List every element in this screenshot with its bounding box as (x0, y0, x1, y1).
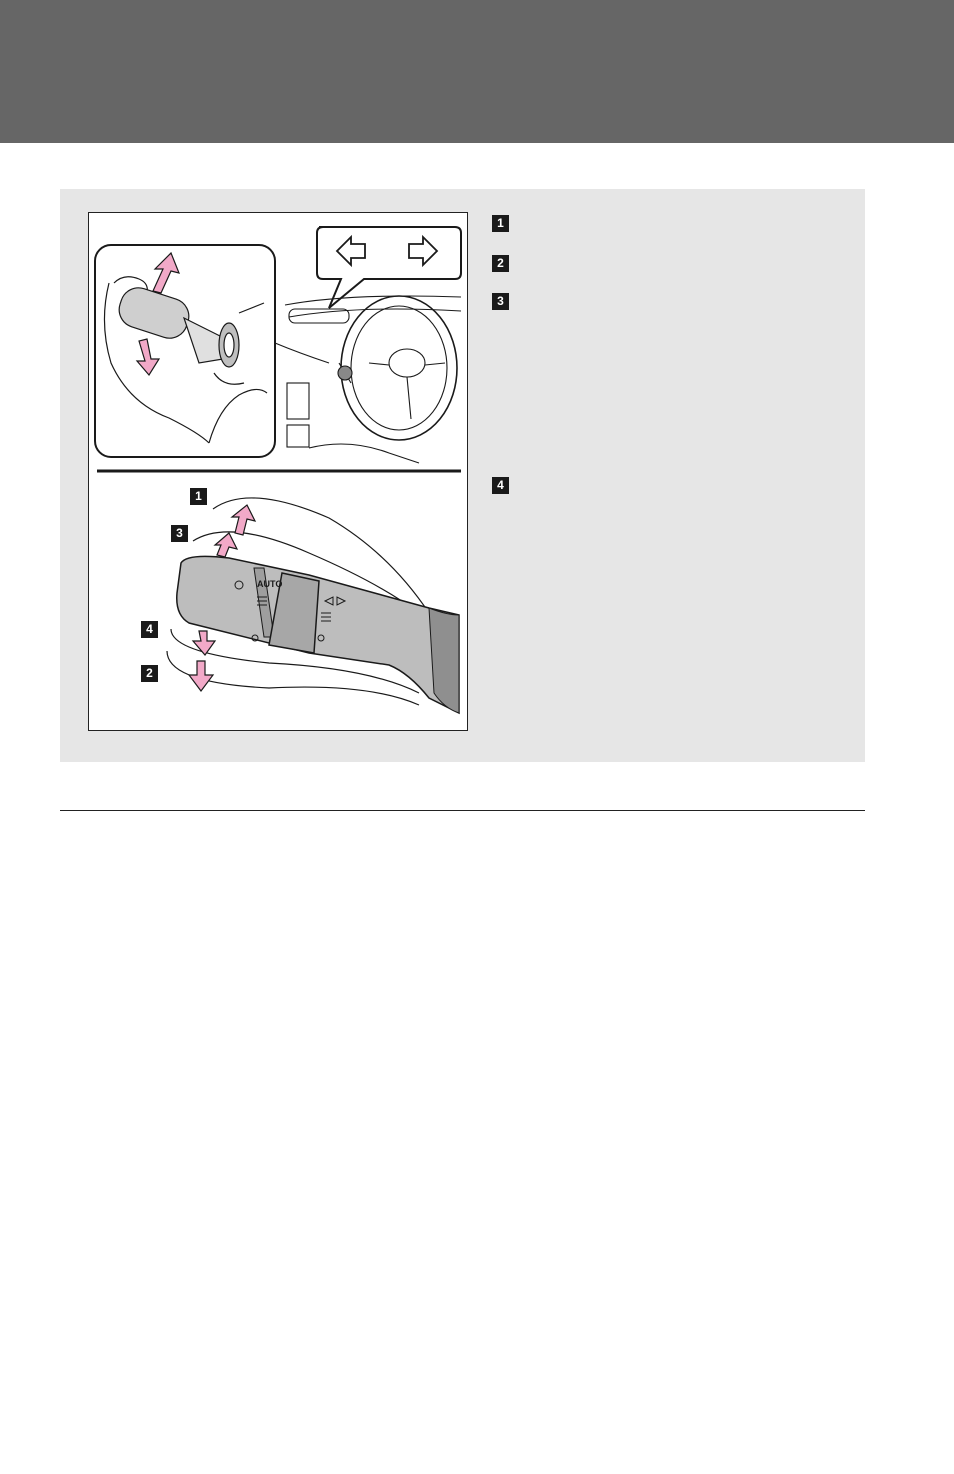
combination-switch-lever (177, 556, 459, 713)
callout-badge-3: 3 (171, 525, 188, 542)
signal-up-arrow (215, 533, 237, 557)
section-divider-rule (60, 810, 865, 811)
callout-badge-1: 1 (190, 488, 207, 505)
turn-down-arrow (189, 661, 213, 691)
flash-up-arrow (232, 505, 255, 535)
callout-badge-2: 2 (141, 665, 158, 682)
step-marker-4: 4 (492, 477, 509, 494)
signal-down-arrow (193, 631, 215, 655)
turn-signal-lever-figure (88, 212, 468, 731)
step-marker-1: 1 (492, 215, 509, 232)
callout-badge-4: 4 (141, 621, 158, 638)
hand-inset-frame (95, 245, 275, 457)
dashboard-drawing (275, 296, 461, 463)
lever-auto-label: AUTO (257, 579, 283, 589)
step-marker-3: 3 (492, 293, 509, 310)
lever-illustration (89, 213, 467, 730)
step-marker-2: 2 (492, 255, 509, 272)
page-header-band (0, 0, 954, 143)
